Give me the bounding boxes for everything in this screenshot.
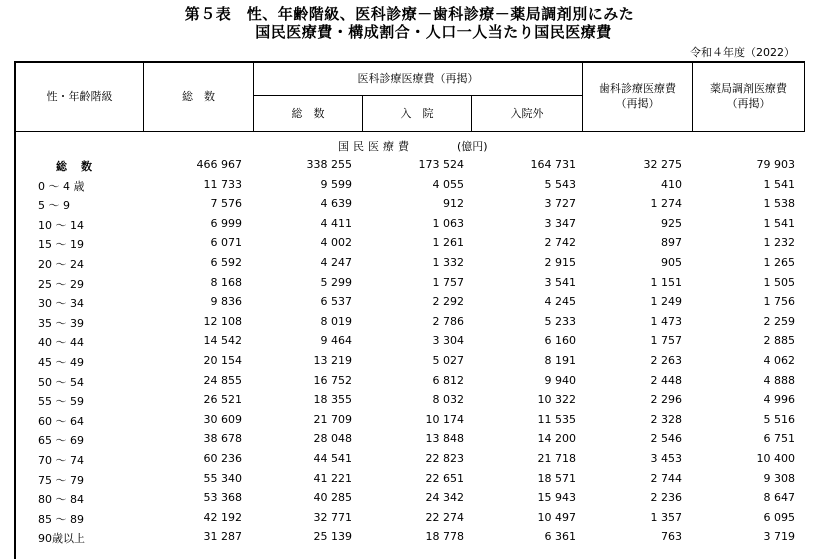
fiscal-year-label: 令和４年度（2022） (690, 46, 795, 59)
dental-cell: 1 274 (650, 197, 682, 211)
age-group-cell: 0 ～ 4 歳 (38, 179, 85, 193)
dental-cell: 32 275 (643, 158, 682, 171)
inpatient-cell: 1 757 (432, 275, 464, 289)
inpatient-cell: 1 063 (432, 216, 464, 230)
dental-cell: 905 (661, 256, 682, 269)
inpatient-cell: 22 651 (425, 471, 464, 485)
outpatient-cell: 6 160 (544, 334, 576, 348)
age-group-cell: 5 ～ 9 (38, 199, 70, 213)
header-dental (583, 81, 692, 111)
outpatient-cell: 5 233 (544, 314, 576, 328)
medical-cell: 44 541 (313, 452, 352, 465)
total-cell: 466 967 (196, 158, 242, 171)
dental-cell: 2 263 (650, 354, 682, 367)
medical-cell: 9 464 (320, 334, 352, 348)
inpatient-cell: 3 304 (432, 334, 464, 348)
inpatient-cell: 13 848 (425, 432, 464, 446)
section-label: 国民医療費 (338, 140, 413, 153)
table-row (0, 236, 819, 254)
total-cell: 60 236 (203, 452, 242, 465)
outpatient-cell: 4 245 (544, 295, 576, 309)
medical-cell: 32 771 (313, 510, 352, 524)
table-row (0, 374, 819, 392)
age-group-cell: 55 ～ 59 (38, 395, 84, 409)
age-group-cell: 50 ～ 54 (38, 375, 84, 389)
inpatient-cell: 912 (443, 197, 464, 211)
outpatient-cell: 2 915 (544, 256, 576, 269)
total-cell: 30 609 (203, 412, 242, 426)
outpatient-cell: 3 541 (544, 275, 576, 289)
pharmacy-cell: 1 505 (763, 275, 795, 289)
medical-cell: 18 355 (313, 393, 352, 407)
table-row (0, 256, 819, 274)
dental-cell: 2 236 (650, 491, 682, 505)
total-cell: 26 521 (203, 393, 242, 407)
dental-cell: 2 296 (650, 393, 682, 407)
dental-cell: 1 357 (650, 510, 682, 524)
table-row (0, 472, 819, 490)
section-unit-label (338, 138, 488, 154)
total-cell: 24 855 (203, 373, 242, 387)
table-row (0, 452, 819, 470)
age-group-cell: 10 ～ 14 (38, 218, 84, 232)
age-group-cell: 80 ～ 84 (38, 493, 84, 507)
medical-cell: 8 019 (320, 314, 352, 328)
header-inpatient: 入 院 (400, 107, 434, 120)
table-top-border (14, 61, 805, 63)
pharmacy-cell: 4 888 (763, 373, 795, 387)
outpatient-cell: 9 940 (544, 373, 576, 387)
outpatient-cell: 21 718 (537, 452, 576, 465)
medical-cell: 338 255 (306, 158, 352, 171)
outpatient-cell: 6 361 (544, 530, 576, 544)
unit-label: (億円) (457, 140, 488, 153)
inpatient-cell: 22 823 (425, 452, 464, 465)
dental-cell: 2 546 (650, 432, 682, 446)
dental-cell: 1 151 (650, 275, 682, 289)
inpatient-cell: 2 292 (432, 295, 464, 309)
header-pharmacy-line1: 薬局調剤医療費 (710, 82, 787, 95)
table-right-border (804, 61, 805, 132)
pharmacy-cell: 1 541 (763, 177, 795, 191)
pharmacy-cell: 1 265 (763, 256, 795, 269)
dental-cell: 2 744 (650, 471, 682, 485)
age-group-cell: 70 ～ 74 (38, 454, 84, 467)
outpatient-cell: 18 571 (537, 471, 576, 485)
pharmacy-cell: 6 095 (763, 510, 795, 524)
pharmacy-cell: 1 232 (763, 236, 795, 250)
pharmacy-cell: 2 885 (763, 334, 795, 348)
table-row (0, 315, 819, 333)
table-row (0, 217, 819, 235)
age-group-cell: 65 ～ 69 (38, 434, 84, 448)
medical-cell: 21 709 (313, 412, 352, 426)
inpatient-cell: 1 332 (432, 256, 464, 269)
total-cell: 38 678 (203, 432, 242, 446)
table-row-total (0, 158, 819, 176)
total-cell: 6 071 (210, 236, 242, 250)
outpatient-cell: 3 347 (544, 216, 576, 230)
outpatient-cell: 164 731 (530, 158, 576, 171)
table-row (0, 511, 819, 529)
pharmacy-cell: 2 259 (763, 314, 795, 328)
inpatient-cell: 24 342 (425, 491, 464, 505)
table-row (0, 491, 819, 509)
header-total: 総 数 (182, 90, 215, 103)
outpatient-cell: 3 727 (544, 197, 576, 211)
inpatient-cell: 5 027 (432, 354, 464, 367)
outpatient-cell: 5 543 (544, 177, 576, 191)
header-dental-line1: 歯科診療医療費 (599, 82, 676, 95)
pharmacy-cell: 6 751 (763, 432, 795, 446)
age-group-cell: 90歳以上 (38, 532, 85, 546)
table-row (0, 432, 819, 450)
inpatient-cell: 22 274 (425, 510, 464, 524)
pharmacy-cell: 79 903 (756, 158, 795, 171)
medical-cell: 25 139 (313, 530, 352, 544)
header-age-group: 性・年齢階級 (46, 90, 113, 103)
medical-cell: 4 247 (320, 256, 352, 269)
pharmacy-cell: 5 516 (763, 412, 795, 426)
dental-cell: 3 453 (650, 452, 682, 465)
age-group-cell: 総数 (56, 160, 106, 173)
table-title-line1: 第５表 性、年齢階級、医科診療－歯科診療－薬局調剤別にみた (184, 5, 635, 23)
medical-cell: 6 537 (320, 295, 352, 309)
inpatient-cell: 4 055 (432, 177, 464, 191)
inpatient-cell: 10 174 (425, 412, 464, 426)
total-cell: 7 576 (210, 197, 242, 211)
inpatient-cell: 173 524 (418, 158, 464, 171)
total-cell: 53 368 (203, 491, 242, 505)
table-row (0, 295, 819, 313)
table-row (0, 530, 819, 548)
age-group-cell: 85 ～ 89 (38, 512, 84, 526)
pharmacy-cell: 1 538 (763, 197, 795, 211)
table-row (0, 276, 819, 294)
medical-group-divider (253, 95, 582, 96)
age-group-cell: 15 ～ 19 (38, 238, 84, 252)
header-medical-group: 医科診療医療費（再掲） (357, 72, 479, 85)
inpatient-cell: 2 786 (432, 314, 464, 328)
total-cell: 12 108 (203, 314, 242, 328)
inpatient-cell: 18 778 (425, 530, 464, 544)
table-row (0, 197, 819, 215)
total-cell: 31 287 (203, 530, 242, 544)
table-title-line2: 国民医療費・構成割合・人口一人当たり国民医療費 (255, 23, 612, 41)
dental-cell: 2 448 (650, 373, 682, 387)
pharmacy-cell: 9 308 (763, 471, 795, 485)
dental-cell: 2 328 (650, 412, 682, 426)
age-group-cell: 75 ～ 79 (38, 473, 84, 487)
total-cell: 6 592 (210, 256, 242, 269)
pharmacy-cell: 1 756 (763, 295, 795, 309)
outpatient-cell: 11 535 (537, 412, 576, 426)
header-outpatient: 入院外 (510, 107, 544, 120)
age-group-cell: 40 ～ 44 (38, 336, 84, 350)
medical-cell: 4 639 (320, 197, 352, 211)
table-row (0, 334, 819, 352)
total-cell: 42 192 (203, 510, 242, 524)
medical-cell: 5 299 (320, 275, 352, 289)
total-cell: 9 836 (210, 295, 242, 309)
outpatient-cell: 14 200 (537, 432, 576, 446)
pharmacy-cell: 3 719 (763, 530, 795, 544)
age-group-cell: 60 ～ 64 (38, 414, 84, 428)
inpatient-cell: 8 032 (432, 393, 464, 407)
medical-cell: 41 221 (313, 471, 352, 485)
pharmacy-cell: 8 647 (763, 491, 795, 505)
total-cell: 8 168 (210, 275, 242, 289)
header-dental-line2: （再掲） (615, 97, 660, 110)
medical-cell: 40 285 (313, 491, 352, 505)
total-cell: 6 999 (210, 216, 242, 230)
medical-cell: 4 002 (320, 236, 352, 250)
medical-cell: 28 048 (313, 432, 352, 446)
pharmacy-cell: 1 541 (763, 216, 795, 230)
total-cell: 55 340 (203, 471, 242, 485)
dental-cell: 1 249 (650, 295, 682, 309)
table-row (0, 178, 819, 196)
inpatient-cell: 6 812 (432, 373, 464, 387)
header-pharmacy (693, 81, 804, 111)
medical-cell: 9 599 (320, 177, 352, 191)
total-cell: 11 733 (203, 177, 242, 191)
header-pharmacy-line2: （再掲） (726, 97, 771, 110)
dental-cell: 1 473 (650, 314, 682, 328)
age-group-cell: 45 ～ 49 (38, 356, 84, 369)
pharmacy-cell: 4 996 (763, 393, 795, 407)
table-row (0, 354, 819, 372)
table-row (0, 413, 819, 431)
header-medical-total: 総 数 (291, 107, 325, 120)
dental-cell: 897 (661, 236, 682, 250)
outpatient-cell: 8 191 (544, 354, 576, 367)
total-cell: 14 542 (203, 334, 242, 348)
pharmacy-cell: 10 400 (756, 452, 795, 465)
age-group-cell: 20 ～ 24 (38, 258, 84, 271)
medical-cell: 4 411 (320, 216, 352, 230)
age-group-cell: 35 ～ 39 (38, 316, 84, 330)
header-bottom-border (14, 131, 805, 132)
medical-cell: 16 752 (313, 373, 352, 387)
outpatient-cell: 15 943 (537, 491, 576, 505)
total-cell: 20 154 (203, 354, 242, 367)
dental-cell: 410 (661, 177, 682, 191)
pharmacy-cell: 4 062 (763, 354, 795, 367)
table-row (0, 393, 819, 411)
dental-cell: 925 (661, 216, 682, 230)
age-group-cell: 30 ～ 34 (38, 297, 84, 311)
dental-cell: 763 (661, 530, 682, 544)
outpatient-cell: 2 742 (544, 236, 576, 250)
outpatient-cell: 10 322 (537, 393, 576, 407)
dental-cell: 1 757 (650, 334, 682, 348)
age-group-cell: 25 ～ 29 (38, 277, 84, 291)
medical-cell: 13 219 (313, 354, 352, 367)
outpatient-cell: 10 497 (537, 510, 576, 524)
inpatient-cell: 1 261 (432, 236, 464, 250)
